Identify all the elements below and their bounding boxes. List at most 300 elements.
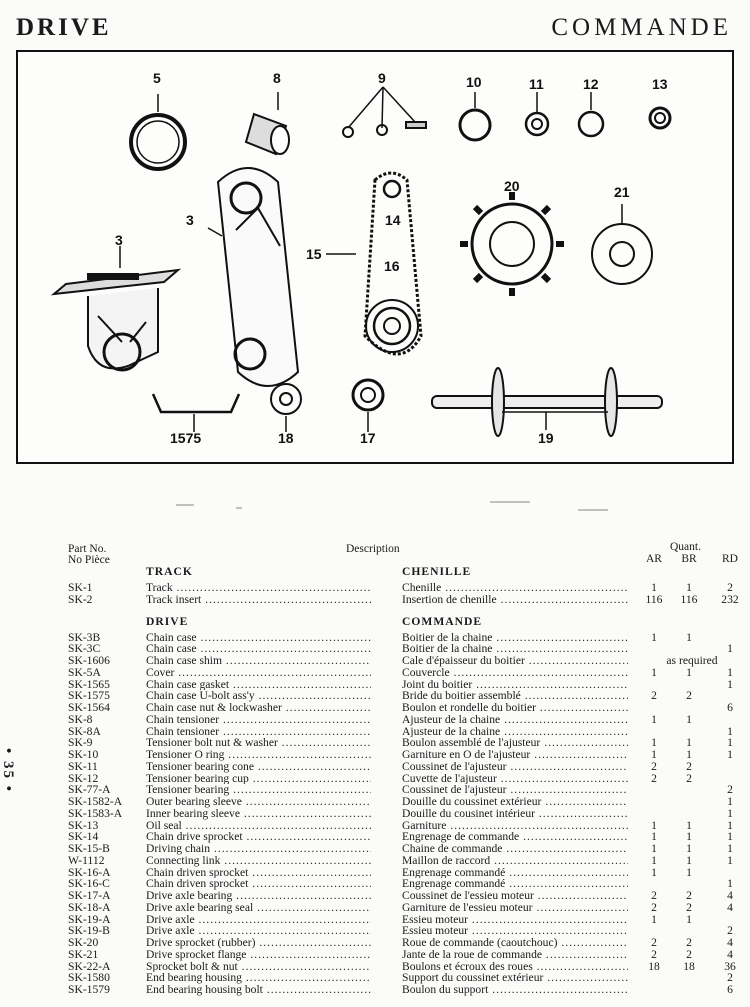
quantity-br: 1 — [686, 830, 692, 844]
description-french — [402, 949, 628, 961]
quantity-ar: 18 — [648, 959, 660, 973]
description-french — [402, 632, 628, 644]
section-title: DRIVE — [146, 614, 189, 628]
description-english-text: Chain case shim ..... — [146, 655, 371, 667]
table-row — [0, 914, 750, 926]
quantity-ar: 1 — [651, 842, 657, 855]
exploded-parts-diagram — [16, 50, 734, 464]
part-number: SK-15-B — [68, 842, 110, 855]
description-english — [146, 890, 371, 902]
description-french-text: Engrenage commandé ..... — [402, 867, 628, 879]
quantity-rd: 1 — [727, 806, 733, 820]
table-row — [0, 632, 750, 644]
quantity-br: 116 — [680, 592, 698, 606]
callout-3-case: 3 — [186, 212, 194, 228]
description-french-text: Joint du boitier ..... — [402, 679, 628, 691]
description-french — [402, 890, 628, 902]
description-english — [146, 582, 371, 594]
description-english-text: Inner bearing sleeve ..... — [146, 808, 371, 820]
description-english-text: End bearing housing bolt ..... — [146, 984, 371, 996]
quantity-rd: 1 — [727, 748, 733, 761]
part-number: SK-1579 — [68, 983, 110, 996]
description-french-text: Boulon et rondelle du boitier ..... — [402, 702, 628, 714]
description-english — [146, 925, 371, 937]
quantity-rd: 4 — [727, 889, 733, 902]
callout-21: 21 — [614, 184, 630, 200]
quantity-br: 2 — [686, 889, 692, 902]
description-french — [402, 902, 628, 914]
description-english-text: Outer bearing sleeve ..... — [146, 796, 371, 808]
column-header-part: Part No. — [68, 543, 107, 555]
callout-11: 11 — [529, 76, 544, 92]
quantity-ar: 2 — [651, 947, 657, 961]
description-english — [146, 690, 371, 702]
quantity-rd: 6 — [727, 983, 733, 996]
description-french — [402, 878, 628, 890]
description-french-text: Boulon assemblé de l'ajusteur ..... — [402, 737, 628, 749]
callout-19: 19 — [538, 430, 554, 446]
table-row — [0, 761, 750, 773]
table-row — [0, 726, 750, 738]
part-number: SK-22-A — [68, 959, 111, 973]
description-french — [402, 690, 628, 702]
table-row — [0, 890, 750, 902]
diagram-illustration — [18, 52, 732, 462]
description-english — [146, 784, 371, 796]
quantity-rd: 4 — [727, 900, 733, 914]
description-english — [146, 972, 371, 984]
quantity-br: 2 — [686, 947, 692, 961]
quantity-ar: 1 — [651, 630, 657, 644]
scan-mark — [236, 507, 242, 509]
quantity-ar: 1 — [651, 581, 657, 594]
table-row — [0, 820, 750, 832]
table-row — [0, 984, 750, 996]
callout-8: 8 — [273, 70, 281, 86]
quantity-ar: 1 — [651, 865, 657, 879]
quantity-ar: 1 — [651, 712, 657, 726]
quantity-ar: 2 — [651, 936, 657, 949]
description-french — [402, 925, 628, 937]
callout-20: 20 — [504, 178, 520, 194]
table-row — [0, 737, 750, 749]
part-number: SK-10 — [68, 748, 99, 761]
part-number: SK-11 — [68, 759, 98, 773]
part-number: SK-3B — [68, 630, 101, 644]
description-french-text: Ajusteur de la chaine ..... — [402, 714, 628, 726]
description-french — [402, 855, 628, 867]
quantity-rd: 6 — [727, 701, 733, 714]
description-french — [402, 796, 628, 808]
description-english — [146, 949, 371, 961]
description-english-text: Track ..... — [146, 582, 371, 594]
quantity-br: 1 — [686, 912, 692, 926]
part-number: SK-9 — [68, 736, 93, 750]
quantity-rd: 2 — [727, 581, 733, 594]
description-french-text: Douille du cousinet intérieur ..... — [402, 808, 628, 820]
quantity-ar: 2 — [651, 900, 657, 914]
part-number: SK-1582-A — [68, 795, 123, 808]
description-english-text: Tensioner bolt nut & washer ..... — [146, 737, 371, 749]
callout-12: 12 — [583, 76, 599, 92]
description-english-text: Tensioner bearing ..... — [146, 784, 371, 796]
description-english — [146, 761, 371, 773]
description-french-text: Engrenage de commande ..... — [402, 831, 628, 843]
callout-18: 18 — [278, 430, 294, 446]
description-french-text: Engrenage commandé ..... — [402, 878, 628, 890]
quantity-br: 1 — [686, 630, 692, 644]
quantity-ar: 1 — [651, 830, 657, 844]
callout-9: 9 — [378, 70, 386, 86]
quantity-br: 2 — [686, 759, 692, 773]
part-number: SK-5A — [68, 665, 101, 679]
column-header-quantity: Quant. — [670, 541, 701, 553]
description-french — [402, 820, 628, 832]
description-french — [402, 867, 628, 879]
section-header — [0, 566, 750, 578]
table-row — [0, 949, 750, 961]
description-english — [146, 714, 371, 726]
quantity-rd: 36 — [724, 959, 736, 973]
part-number: SK-77-A — [68, 783, 111, 797]
description-english-text: Chain tensioner ..... — [146, 714, 371, 726]
description-french — [402, 831, 628, 843]
description-english-text: Chain case ..... — [146, 632, 371, 644]
quantity-rd: 1 — [727, 877, 733, 891]
section-title-french: CHENILLE — [402, 565, 472, 578]
description-english-text: Drive axle ..... — [146, 925, 371, 937]
quantity-rd: 1 — [727, 665, 733, 679]
quantity-ar: 1 — [651, 853, 657, 867]
part-number: SK-16-C — [68, 877, 110, 891]
table-row — [0, 937, 750, 949]
table-row — [0, 643, 750, 655]
description-english-text: End bearing housing ..... — [146, 972, 371, 984]
description-french-text: Essieu moteur ..... — [402, 925, 628, 937]
description-french — [402, 984, 628, 996]
description-french-text: Support du coussinet extérieur ..... — [402, 972, 628, 984]
description-english — [146, 984, 371, 996]
quantity-rd: 1 — [727, 830, 733, 844]
description-french-text: Bride du boitier assemblé ..... — [402, 690, 628, 702]
column-header-description: Description — [346, 543, 400, 555]
part-number: SK-20 — [68, 936, 99, 949]
table-row — [0, 843, 750, 855]
part-number: SK-12 — [68, 771, 99, 785]
part-number: SK-8 — [68, 712, 93, 726]
description-french — [402, 726, 628, 738]
quantity-br: 2 — [686, 900, 692, 914]
description-french-text: Boulon du support ..... — [402, 984, 628, 996]
part-number: SK-1 — [68, 581, 93, 594]
description-french-text: Coussinet de l'ajusteur ..... — [402, 761, 628, 773]
description-english — [146, 726, 371, 738]
description-french-text: Essieu moteur ..... — [402, 914, 628, 926]
description-french-text: Coussinet de l'ajusteur ..... — [402, 784, 628, 796]
description-french — [402, 714, 628, 726]
quantity-rd: 2 — [727, 783, 733, 797]
callout-15: 15 — [306, 246, 322, 262]
description-english-text: Chain case gasket ..... — [146, 679, 371, 691]
quantity-rd: 1 — [727, 736, 733, 750]
description-english — [146, 831, 371, 843]
description-french-text: Garniture ..... — [402, 820, 628, 832]
quantity-br: 1 — [686, 581, 692, 594]
description-french — [402, 667, 628, 679]
quantity-ar: 2 — [651, 889, 657, 902]
callout-3-bracket: 3 — [115, 232, 123, 248]
quantity-rd: 2 — [727, 924, 733, 938]
description-english — [146, 667, 371, 679]
description-english-text: Track insert ..... — [146, 594, 371, 606]
description-english — [146, 643, 371, 655]
description-french — [402, 737, 628, 749]
quantity-ar: 1 — [651, 748, 657, 761]
table-row — [0, 855, 750, 867]
description-french — [402, 961, 628, 973]
part-number: SK-16-A — [68, 865, 111, 879]
description-english-text: Drive axle bearing ..... — [146, 890, 371, 902]
description-french-text: Chenille ..... — [402, 582, 628, 594]
description-english-text: Chain driven sprocket ..... — [146, 878, 371, 890]
quantity-ar: 2 — [651, 771, 657, 785]
description-french — [402, 594, 628, 606]
description-french-text: Garniture en O de l'ajusteur ..... — [402, 749, 628, 761]
description-french-text: Cale d'épaisseur du boitier ..... — [402, 655, 628, 667]
description-english — [146, 961, 371, 973]
description-french — [402, 808, 628, 820]
quantity-ar: 1 — [651, 665, 657, 679]
quantity-br: 1 — [686, 665, 692, 679]
description-english — [146, 855, 371, 867]
description-french-text: Chaine de commande ..... — [402, 843, 628, 855]
table-row — [0, 655, 750, 667]
quantity-ar: 2 — [651, 689, 657, 703]
description-english — [146, 902, 371, 914]
description-french-text: Roue de commande (caoutchouc) ..... — [402, 937, 628, 949]
description-french-text: Insertion de chenille ..... — [402, 594, 628, 606]
table-row — [0, 773, 750, 785]
quantity-rd: 1 — [727, 853, 733, 867]
description-english-text: Chain driven sprocket ..... — [146, 867, 371, 879]
description-french-text: Couvercle ..... — [402, 667, 628, 679]
part-number: SK-18-A — [68, 900, 111, 914]
table-row — [0, 831, 750, 843]
quantity-ar: 2 — [651, 759, 657, 773]
description-english — [146, 843, 371, 855]
quantity-br: 2 — [686, 771, 692, 785]
description-english — [146, 632, 371, 644]
description-english-text: Tensioner O ring ..... — [146, 749, 371, 761]
part-number: SK-8A — [68, 724, 101, 738]
description-english-text: Chain case nut & lockwasher ..... — [146, 702, 371, 714]
description-french — [402, 582, 628, 594]
description-french — [402, 761, 628, 773]
table-row — [0, 702, 750, 714]
description-english-text: Chain drive sprocket ..... — [146, 831, 371, 843]
part-number: SK-1564 — [68, 701, 110, 714]
part-number: SK-2 — [68, 592, 93, 606]
quantity-rd: 1 — [727, 724, 733, 738]
description-english — [146, 655, 371, 667]
description-english — [146, 749, 371, 761]
description-english — [146, 878, 371, 890]
scan-mark — [578, 509, 608, 511]
table-row — [0, 961, 750, 973]
description-french-text: Boitier de la chaine ..... — [402, 643, 628, 655]
description-french-text: Coussinet de l'essieu moteur ..... — [402, 890, 628, 902]
table-row — [0, 867, 750, 879]
description-french — [402, 679, 628, 691]
column-header-br: BR — [681, 553, 697, 565]
quantity-rd: 4 — [727, 947, 733, 961]
part-number: SK-14 — [68, 830, 99, 844]
description-english — [146, 914, 371, 926]
quantity-ar: 1 — [651, 736, 657, 750]
quantity-br: 1 — [686, 818, 692, 832]
table-row — [0, 808, 750, 820]
scan-mark — [176, 504, 194, 506]
part-number: SK-1606 — [68, 654, 110, 667]
description-english — [146, 820, 371, 832]
description-french-text: Boitier de la chaine ..... — [402, 632, 628, 644]
part-number: SK-3C — [68, 642, 101, 656]
description-french-text: Maillon de raccord ..... — [402, 855, 628, 867]
description-english — [146, 737, 371, 749]
description-french — [402, 655, 628, 667]
quantity-rd: 1 — [727, 795, 733, 808]
table-row — [0, 972, 750, 984]
description-french — [402, 972, 628, 984]
column-header-rd: RD — [722, 553, 738, 565]
description-english-text: Chain case ..... — [146, 643, 371, 655]
description-french-text: Garniture de l'essieu moteur ..... — [402, 902, 628, 914]
description-english — [146, 937, 371, 949]
description-english — [146, 679, 371, 691]
quantity-br: 1 — [686, 736, 692, 750]
quantity-ar: 1 — [651, 912, 657, 926]
table-row — [0, 714, 750, 726]
scan-mark — [490, 501, 530, 503]
description-french — [402, 784, 628, 796]
quantity-rd: 1 — [727, 842, 733, 855]
table-row — [0, 902, 750, 914]
description-english-text: Drive axle bearing seal ..... — [146, 902, 371, 914]
quantity-br: 1 — [686, 748, 692, 761]
column-header-ar: AR — [646, 553, 662, 565]
description-french — [402, 773, 628, 785]
description-french-text: Cuvette de l'ajusteur ..... — [402, 773, 628, 785]
part-number: SK-19-A — [68, 912, 111, 926]
callout-14: 14 — [385, 212, 401, 228]
section-title: TRACK — [146, 565, 193, 578]
quantity-rd: 1 — [727, 677, 733, 691]
callout-10: 10 — [466, 74, 482, 90]
part-number: SK-1580 — [68, 971, 110, 985]
quantity-rd: 232 — [721, 592, 739, 606]
quantity-br: 18 — [683, 959, 695, 973]
page-title-french: COMMANDE — [551, 14, 732, 41]
description-english-text: Chain case U-bolt ass'y ..... — [146, 690, 371, 702]
description-english — [146, 773, 371, 785]
description-english-text: Driving chain ..... — [146, 843, 371, 855]
description-english — [146, 796, 371, 808]
description-french — [402, 914, 628, 926]
quantity-rd: 1 — [727, 818, 733, 832]
table-row — [0, 594, 750, 606]
description-english — [146, 808, 371, 820]
part-number: W-1112 — [68, 853, 105, 867]
description-english-text: Drive sprocket flange ..... — [146, 949, 371, 961]
callout-13: 13 — [652, 76, 668, 92]
table-row — [0, 878, 750, 890]
description-english-text: Chain tensioner ..... — [146, 726, 371, 738]
quantity-note: as required — [666, 654, 718, 667]
quantity-br: 1 — [686, 712, 692, 726]
quantity-br: 1 — [686, 865, 692, 879]
table-row — [0, 667, 750, 679]
part-number: SK-17-A — [68, 889, 111, 902]
description-english-text: Sprocket bolt & nut ..... — [146, 961, 371, 973]
description-french-text: Jante de la roue de commande ..... — [402, 949, 628, 961]
quantity-br: 1 — [686, 842, 692, 855]
quantity-br: 1 — [686, 853, 692, 867]
quantity-ar: 116 — [645, 592, 663, 606]
description-english-text: Drive sprocket (rubber) ..... — [146, 937, 371, 949]
description-french — [402, 937, 628, 949]
callout-1575: 1575 — [170, 430, 202, 446]
quantity-rd: 2 — [727, 971, 733, 985]
quantity-br: 2 — [686, 689, 692, 703]
description-french — [402, 702, 628, 714]
column-header-part-french: No Pièce — [68, 554, 110, 566]
description-english — [146, 702, 371, 714]
part-number: SK-1565 — [68, 677, 110, 691]
table-row — [0, 749, 750, 761]
description-english-text: Tensioner bearing cup ..... — [146, 773, 371, 785]
description-french-text: Boulons et écroux des roues ..... — [402, 961, 628, 973]
description-english-text: Connecting link ..... — [146, 855, 371, 867]
quantity-rd: 4 — [727, 936, 733, 949]
description-english-text: Tensioner bearing cone ..... — [146, 761, 371, 773]
part-number: SK-21 — [68, 947, 99, 961]
description-french — [402, 749, 628, 761]
table-row — [0, 690, 750, 702]
description-french — [402, 643, 628, 655]
table-row — [0, 925, 750, 937]
part-number: SK-1583-A — [68, 806, 123, 820]
page-number: • 35 • — [0, 748, 16, 794]
description-english-text: Cover ..... — [146, 667, 371, 679]
table-row — [0, 679, 750, 691]
callout-17: 17 — [360, 430, 376, 446]
part-number: SK-19-B — [68, 924, 110, 938]
quantity-ar: 1 — [651, 818, 657, 832]
table-row — [0, 582, 750, 594]
section-title-french: COMMANDE — [402, 614, 483, 628]
page-title: DRIVE — [16, 14, 112, 41]
description-english-text: Drive axle ..... — [146, 914, 371, 926]
part-number: SK-13 — [68, 818, 99, 832]
callout-5: 5 — [153, 70, 161, 86]
description-french — [402, 843, 628, 855]
quantity-br: 2 — [686, 936, 692, 949]
description-english — [146, 594, 371, 606]
description-french-text: Ajusteur de la chaine ..... — [402, 726, 628, 738]
description-french-text: Douille du coussinet extérieur ..... — [402, 796, 628, 808]
section-header — [0, 616, 750, 628]
part-number: SK-1575 — [68, 689, 110, 703]
